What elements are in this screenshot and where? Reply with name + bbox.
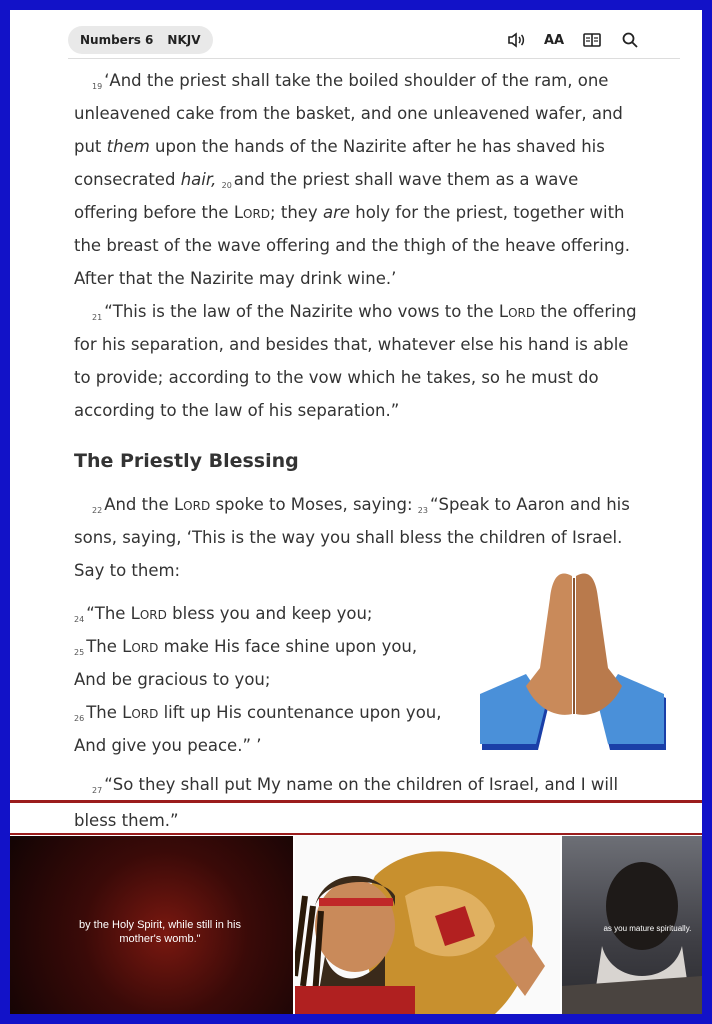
divider-line <box>10 800 702 803</box>
verse-text: and the priest shall wave them as a wave offering before the <box>74 170 579 222</box>
verse-text: “Speak to Aaron and his sons, saying, ‘This is the way you shall bless the children of Israel. Say to them: <box>74 495 630 580</box>
italic-word: hair, <box>180 170 217 189</box>
text-size-icon[interactable]: AA <box>543 32 565 48</box>
verse-text: make His face shine upon you, <box>158 637 418 656</box>
verse-text: “So they shall put My name on the children of Israel, and I will <box>104 775 619 794</box>
verse-text: The <box>86 703 123 722</box>
video-thumbnails <box>10 836 702 1014</box>
verse-number: 24 <box>74 615 85 624</box>
topbar-divider <box>68 58 680 59</box>
verse-text: holy for the priest, together with the breast of the wave offering and the thigh of the heave offering. After that the Nazirite may drink wine.’ <box>74 203 630 288</box>
toolbar-icons <box>506 30 640 50</box>
verse-text: the offering for his separation, and besides that, whatever else his hand is able to provide; according to the vow which he takes, so he must do according to the law of his separation.” <box>74 302 637 420</box>
verse-number: 20 <box>221 181 232 190</box>
samson-lion-illustration <box>295 836 560 1014</box>
verse-number: 19 <box>92 82 103 91</box>
lord-smallcaps: Lord <box>233 203 271 222</box>
lord-smallcaps: Lord <box>173 495 211 514</box>
poem-line: And be gracious to you; <box>74 670 271 689</box>
book-version-pill[interactable] <box>68 26 213 54</box>
lord-smallcaps: Lord <box>498 302 536 321</box>
search-icon[interactable] <box>620 30 640 50</box>
book-chapter-label[interactable]: Numbers 6 <box>80 33 154 47</box>
verse-text: bless you and keep you; <box>166 604 373 623</box>
verse-text: The <box>86 637 123 656</box>
section-heading: The Priestly Blessing <box>74 450 299 472</box>
verse-text: “The <box>86 604 131 623</box>
version-label[interactable]: NKJV <box>167 33 201 47</box>
reader-frame <box>10 10 702 1014</box>
verse-number: 23 <box>417 506 428 515</box>
thumbnail-caption: by the Holy Spirit, while still in his mother's womb." <box>78 919 241 945</box>
praying-hands-emoji <box>478 558 670 750</box>
verse-text: ; they <box>270 203 323 222</box>
verse-27-end: bless them.” <box>74 811 179 830</box>
thumbnail-caption: as you mature spiritually. <box>603 924 692 933</box>
verse-number: 21 <box>92 313 103 322</box>
lord-smallcaps: Lord <box>130 604 167 623</box>
thumbnail-womb[interactable] <box>10 836 293 1014</box>
verse-number: 22 <box>92 506 103 515</box>
lord-smallcaps: Lord <box>122 637 159 656</box>
speaker-icon[interactable] <box>506 30 526 50</box>
verse-text: And the <box>104 495 174 514</box>
book-icon[interactable] <box>582 30 602 50</box>
paragraph-27 <box>74 768 640 801</box>
thumbnail-woman[interactable] <box>562 836 702 1014</box>
verse-text: lift up His countenance upon you, <box>158 703 442 722</box>
paragraph-21 <box>74 295 640 427</box>
verse-text: upon the hands of the Nazirite after he has shaved his consecrated <box>74 137 605 189</box>
verse-text: ‘And the priest shall take the boiled shoulder of the ram, one unleavened cake from the basket, and one unleavened wafer, and put <box>74 71 623 156</box>
divider-line <box>10 833 702 835</box>
verse-number: 25 <box>74 648 85 657</box>
thumbnail-samson-lion[interactable] <box>295 836 560 1014</box>
italic-word: them <box>106 137 150 156</box>
paragraph-19-20 <box>74 64 640 295</box>
lord-smallcaps: Lord <box>122 703 159 722</box>
verse-number: 27 <box>92 786 103 795</box>
poem-line: And give you peace.” ’ <box>74 736 262 755</box>
verse-text: “This is the law of the Nazirite who vows to the <box>104 302 499 321</box>
verse-number: 26 <box>74 714 85 723</box>
italic-word: are <box>322 203 350 222</box>
verse-text: spoke to Moses, saying: <box>210 495 418 514</box>
top-bar <box>10 10 702 58</box>
